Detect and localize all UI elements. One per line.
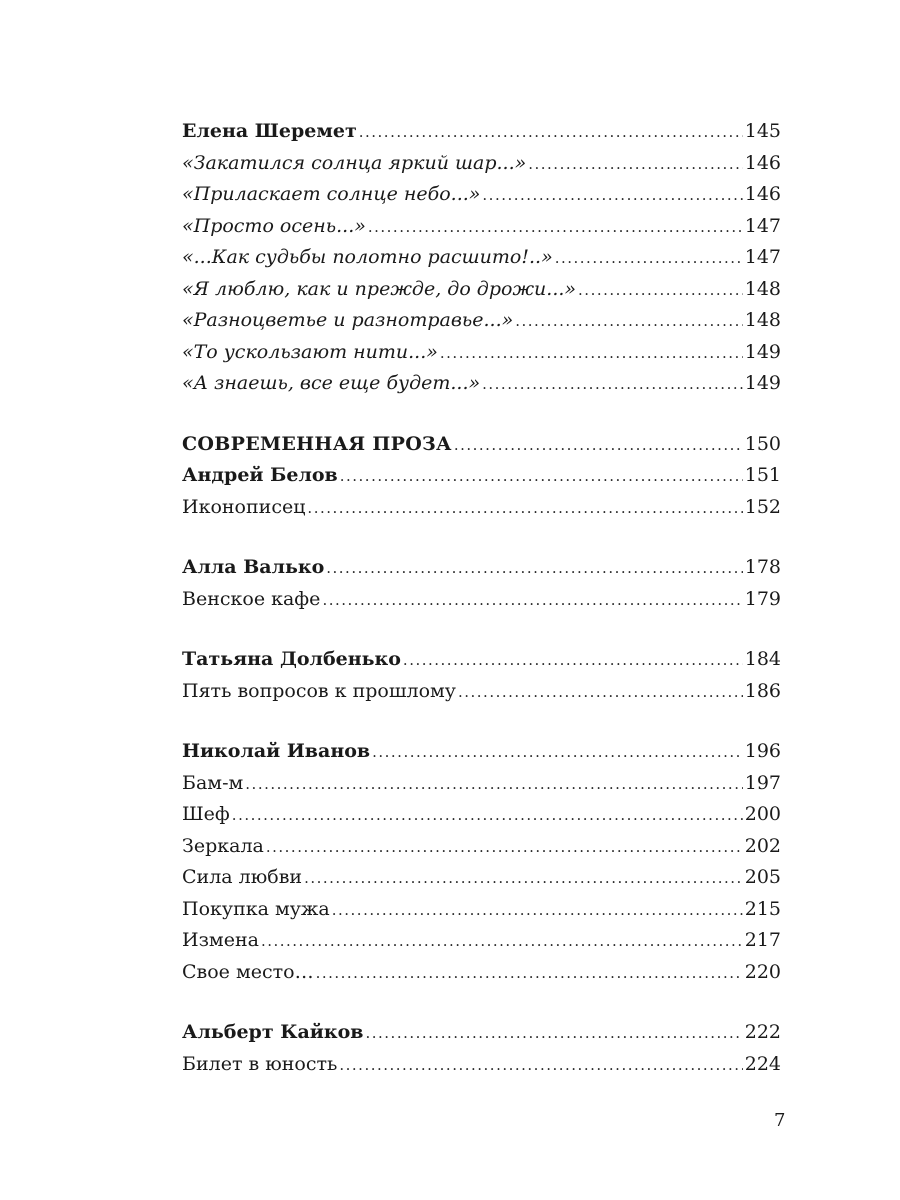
toc-entry: [182, 1017, 781, 1049]
toc-entry: [182, 831, 781, 863]
section-spacer: [182, 615, 781, 644]
toc-entry-title: Покупка мужа: [182, 897, 330, 920]
toc-entry: [182, 148, 781, 180]
toc-entry-title: «Закатился солнца яркий шар...»: [182, 151, 527, 174]
toc-entry: [182, 862, 781, 894]
toc-entry-title: Зеркала: [182, 834, 264, 857]
toc-entry-title: Елена Шеремет: [182, 120, 357, 142]
toc-entry-page: 215: [744, 897, 781, 920]
toc-entry-page: 224: [744, 1052, 781, 1075]
toc-entry-title: Билет в юность: [182, 1052, 338, 1075]
dot-leader: [458, 677, 743, 709]
toc-entry-title: «Разноцветье и разнотравье...»: [182, 309, 514, 331]
dot-leader: [316, 958, 743, 990]
dot-leader: [440, 338, 743, 370]
toc-entry: [182, 460, 781, 492]
toc-entry-title: Шеф: [182, 803, 230, 825]
toc-entry: [182, 211, 781, 243]
toc-entry: [182, 957, 781, 989]
dot-leader: [332, 895, 743, 927]
toc-entry-title: Бам-м: [182, 771, 244, 794]
toc-entry-title: Иконописец: [182, 495, 306, 518]
dot-leader: [368, 212, 743, 244]
toc-entry-title: СОВРЕМЕННАЯ ПРОЗА: [182, 432, 452, 455]
dot-leader: [322, 585, 742, 617]
toc-entry-page: 202: [744, 834, 781, 857]
toc-entry-title: Альберт Кайков: [182, 1021, 364, 1043]
toc-entry-page: 148: [744, 309, 781, 331]
toc-entry-title: Николай Иванов: [182, 740, 371, 762]
dot-leader: [515, 306, 742, 338]
toc-entry-page: 150: [744, 432, 781, 455]
section-spacer: [182, 988, 781, 1017]
dot-leader: [359, 117, 743, 149]
toc-entry: [182, 1049, 781, 1081]
toc-entry-title: «То ускользают нити...»: [182, 340, 438, 363]
toc-entry-page: 149: [744, 340, 781, 363]
toc-entry-page: 217: [744, 929, 781, 951]
toc-entry: [182, 894, 781, 926]
dot-leader: [372, 737, 743, 769]
toc-entry-page: 147: [744, 214, 781, 237]
table-of-contents: [182, 116, 781, 1080]
toc-entry-page: 148: [744, 277, 781, 300]
toc-entry-page: 146: [744, 183, 781, 205]
toc-entry-page: 186: [744, 679, 781, 702]
dot-leader: [339, 1050, 742, 1082]
toc-entry-title: Андрей Белов: [182, 464, 338, 486]
dot-leader: [482, 180, 742, 212]
toc-entry: [182, 925, 781, 957]
toc-entry-title: «Я люблю, как и прежде, до дрожи...»: [182, 277, 577, 300]
toc-entry-title: «...Как судьбы полотно расшито!..»: [182, 246, 553, 268]
toc-entry: [182, 337, 781, 369]
toc-entry-page: 220: [744, 960, 781, 983]
toc-entry-title: Сила любви: [182, 866, 303, 888]
dot-leader: [326, 553, 742, 585]
toc-entry-page: 146: [744, 151, 781, 174]
dot-leader: [245, 769, 742, 801]
dot-leader: [454, 430, 743, 462]
toc-entry-title: Измена: [182, 929, 259, 951]
toc-entry-page: 149: [744, 372, 781, 394]
dot-leader: [340, 461, 743, 493]
toc-entry-page: 200: [744, 803, 781, 825]
dot-leader: [365, 1018, 742, 1050]
dot-leader: [307, 493, 742, 525]
toc-entry-page: 179: [744, 587, 781, 610]
toc-entry: [182, 552, 781, 584]
toc-entry-title: Свое место…: [182, 960, 314, 983]
toc-entry: [182, 736, 781, 768]
dot-leader: [528, 149, 743, 181]
toc-entry-title: Татьяна Долбенько: [182, 648, 401, 670]
toc-entry-page: 222: [744, 1021, 781, 1043]
toc-entry-page: 147: [744, 246, 781, 268]
toc-entry: [182, 676, 781, 708]
toc-entry: [182, 368, 781, 400]
toc-entry-page: 184: [744, 648, 781, 670]
toc-entry-page: 196: [744, 740, 781, 762]
dot-leader: [266, 832, 743, 864]
toc-section-heading: [182, 429, 781, 461]
toc-entry-title: Венское кафе: [182, 587, 321, 610]
toc-entry-page: 178: [744, 556, 781, 578]
toc-entry-title: «Просто осень...»: [182, 214, 366, 237]
section-spacer: [182, 707, 781, 736]
toc-entry: [182, 768, 781, 800]
toc-entry: [182, 492, 781, 524]
toc-entry-title: «А знаешь, все еще будет...»: [182, 372, 481, 394]
toc-entry: [182, 242, 781, 274]
toc-entry: [182, 116, 781, 148]
page-number: 7: [774, 1110, 786, 1131]
dot-leader: [232, 800, 743, 832]
dot-leader: [304, 863, 743, 895]
toc-entry: [182, 584, 781, 616]
toc-entry: [182, 799, 781, 831]
toc-entry: [182, 179, 781, 211]
toc-entry: [182, 644, 781, 676]
dot-leader: [482, 369, 743, 401]
toc-entry-page: 197: [744, 771, 781, 794]
toc-entry-page: 152: [744, 495, 781, 518]
dot-leader: [578, 275, 743, 307]
toc-entry: [182, 305, 781, 337]
toc-entry-title: Пять вопросов к прошлому: [182, 679, 456, 702]
toc-entry: [182, 274, 781, 306]
toc-entry-page: 145: [744, 120, 781, 142]
toc-entry-title: Алла Валько: [182, 556, 325, 578]
toc-entry-page: 205: [744, 866, 781, 888]
section-spacer: [182, 400, 781, 429]
toc-entry-page: 151: [744, 464, 781, 486]
dot-leader: [403, 645, 743, 677]
dot-leader: [555, 243, 743, 275]
dot-leader: [261, 926, 743, 958]
toc-entry-title: «Приласкает солнце небо...»: [182, 183, 481, 205]
section-spacer: [182, 523, 781, 552]
